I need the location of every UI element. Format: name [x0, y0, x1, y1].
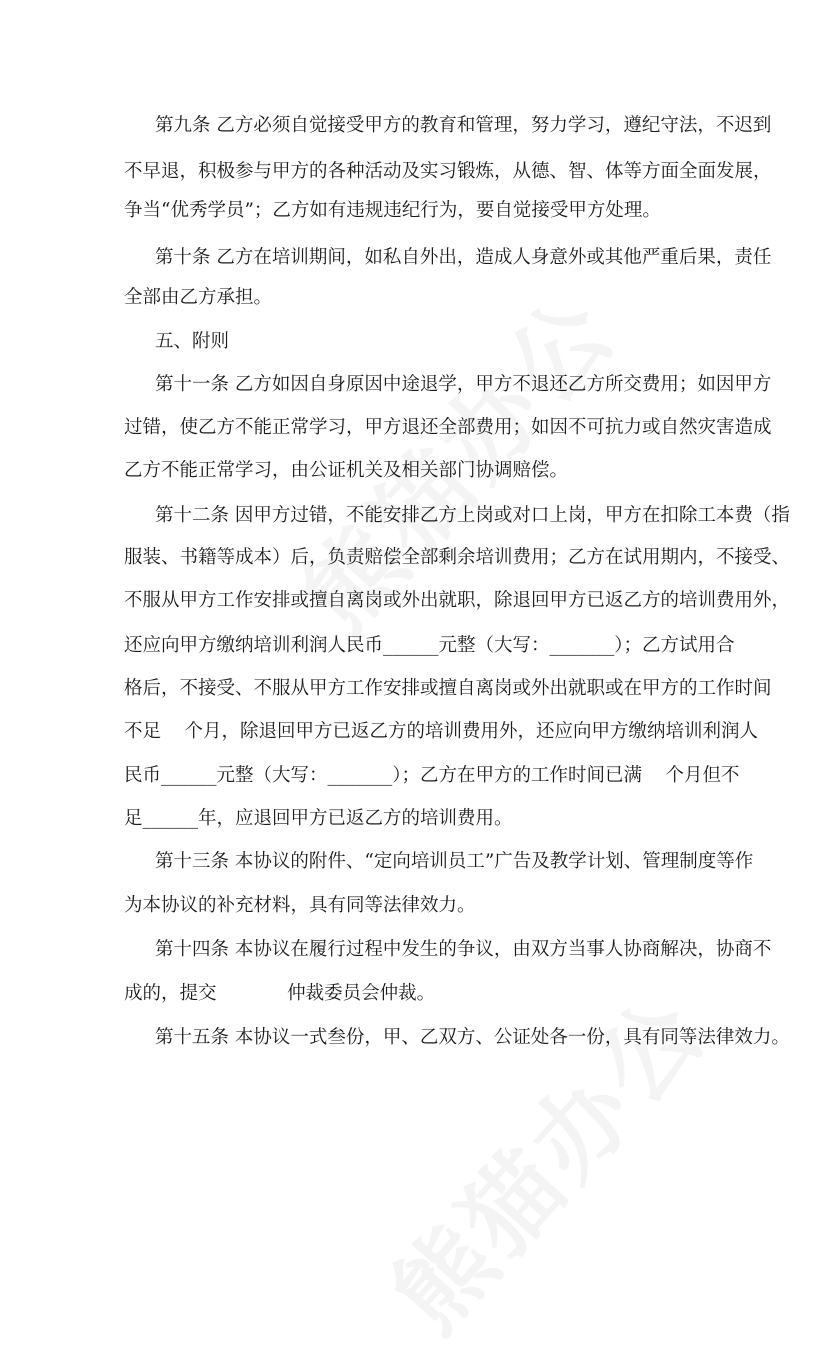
- paragraph-line: 不足 个月，除退回甲方已返乙方的培训费用外，还应向甲方缴纳培训利润人: [124, 721, 759, 742]
- section-heading: 五、附则: [155, 331, 230, 352]
- paragraph-line: 过错，使乙方不能正常学习，甲方退还全部费用；如因不可抗力或自然灾害造成: [124, 417, 772, 438]
- paragraph-line: 第十四条 本协议在履行过程中发生的争议，由双方当事人协商解决，协商不: [155, 939, 772, 960]
- watermark: [357, 961, 732, 1356]
- paragraph-line: 第十条 乙方在培训期间，如私自外出，造成人身意外或其他严重后果，责任: [155, 247, 772, 268]
- paragraph-line: 格后，不接受、不服从甲方工作安排或擅自离岗或外出就职或在甲方的工作时间: [124, 678, 772, 699]
- paragraph-line: 全部由乙方承担。: [124, 287, 273, 308]
- paragraph-line: 服装、书籍等成本）后，负责赔偿全部剩余培训费用；乙方在试用期内，不接受、: [124, 547, 791, 568]
- paragraph-line: 第十二条 因甲方过错，不能安排乙方上岗或对口上岗，甲方在扣除工本费（指: [155, 505, 790, 526]
- paragraph-line: 第十一条 乙方如因自身原因中途退学，甲方不退还乙方所交费用；如因甲方: [155, 374, 772, 395]
- paragraph-line: 成的，提交 仲裁委员会仲裁。: [124, 983, 436, 1004]
- paragraph-line: 不服从甲方工作安排或擅自离岗或外出就职，除退回甲方已返乙方的培训费用外，: [124, 590, 791, 611]
- paragraph-line: 第十三条 本协议的附件、“定向培训员工”广告及教学计划、管理制度等作: [155, 851, 754, 872]
- paragraph-line: 为本协议的补充材料，具有同等法律效力。: [124, 895, 476, 916]
- paragraph-line: 乙方不能正常学习，由公证机关及相关部门协调赔偿。: [124, 460, 569, 481]
- paragraph-line: 第十五条 本协议一式叁份，甲、乙双方、公证处各一份，具有同等法律效力。: [155, 1027, 790, 1048]
- paragraph-line: 不早退，积极参与甲方的各种活动及实习锻炼，从德、智、体等方面全面发展，: [124, 161, 772, 182]
- paragraph-line: 争当“优秀学员”；乙方如有违规违纪行为，要自觉接受甲方处理。: [124, 200, 661, 221]
- paragraph-line: 第九条 乙方必须自觉接受甲方的教育和管理，努力学习，遵纪守法，不迟到: [155, 115, 772, 136]
- paragraph-line: 足______年，应退回甲方已返乙方的培训费用。: [124, 808, 513, 829]
- paragraph-line: 民币______元整（大写：_______）；乙方在甲方的工作时间已满 个月但不: [124, 765, 740, 786]
- paragraph-line: 还应向甲方缴纳培训利润人民币______元整（大写：_______）；乙方试用合: [124, 635, 735, 656]
